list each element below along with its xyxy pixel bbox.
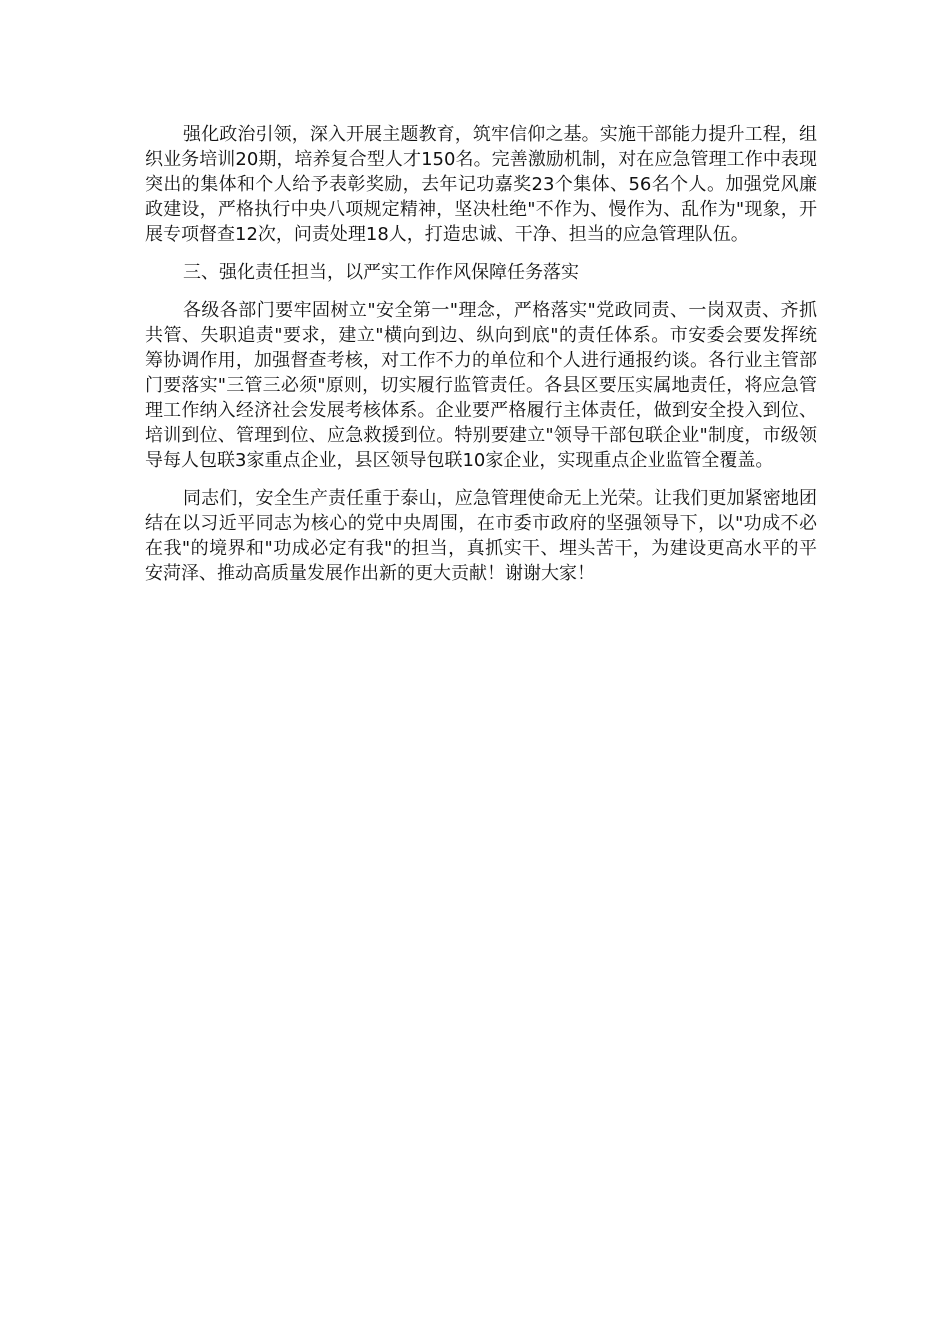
document-body — [145, 122, 817, 599]
paragraph-team-building: 强化政治引领，深入开展主题教育，筑牢信仰之基。实施干部能力提升工程，组织业务培训20期，培养复合型人才150名。完善激励机制，对在应急管理工作中表现突出的集体和个人给予表彰奖励，去年记功嘉奖23个集体、56名个人。加强党风廉政建设，严格执行中央八项规定精神，坚决杜绝"不作为、慢作为、乱作为"现象，开展专项督查12次，问责处理18人，打造忠诚、干净、担当的应急管理队伍。 — [145, 124, 817, 245]
paragraph-closing: 同志们，安全生产责任重于泰山，应急管理使命无上光荣。让我们更加紧密地团结在以习近平同志为核心的党中央周围，在市委市政府的坚强领导下，以"功成不必在我"的境界和"功成必定有我"的担当，真抓实干、埋头苦干，为建设更高水平的平安菏泽、推动高质量发展作出新的更大贡献！谢谢大家！ — [145, 488, 817, 584]
section-heading-3: 三、强化责任担当，以严实工作作风保障任务落实 — [183, 262, 579, 283]
paragraph-responsibility: 各级各部门要牢固树立"安全第一"理念，严格落实"党政同责、一岗双责、齐抓共管、失职追责"要求，建立"横向到边、纵向到底"的责任体系。市安委会要发挥统筹协调作用，加强督查考核，对工作不力的单位和个人进行通报约谈。各行业主管部门要落实"三管三必须"原则，切实履行监管责任。各县区要压实属地责任，将应急管理工作纳入经济社会发展考核体系。企业要严格履行主体责任，做到安全投入到位、培训到位、管理到位、应急救援到位。特别要建立"领导干部包联企业"制度，市级领导每人包联3家重点企业，县区领导包联10家企业，实现重点企业监管全覆盖。 — [145, 300, 817, 471]
